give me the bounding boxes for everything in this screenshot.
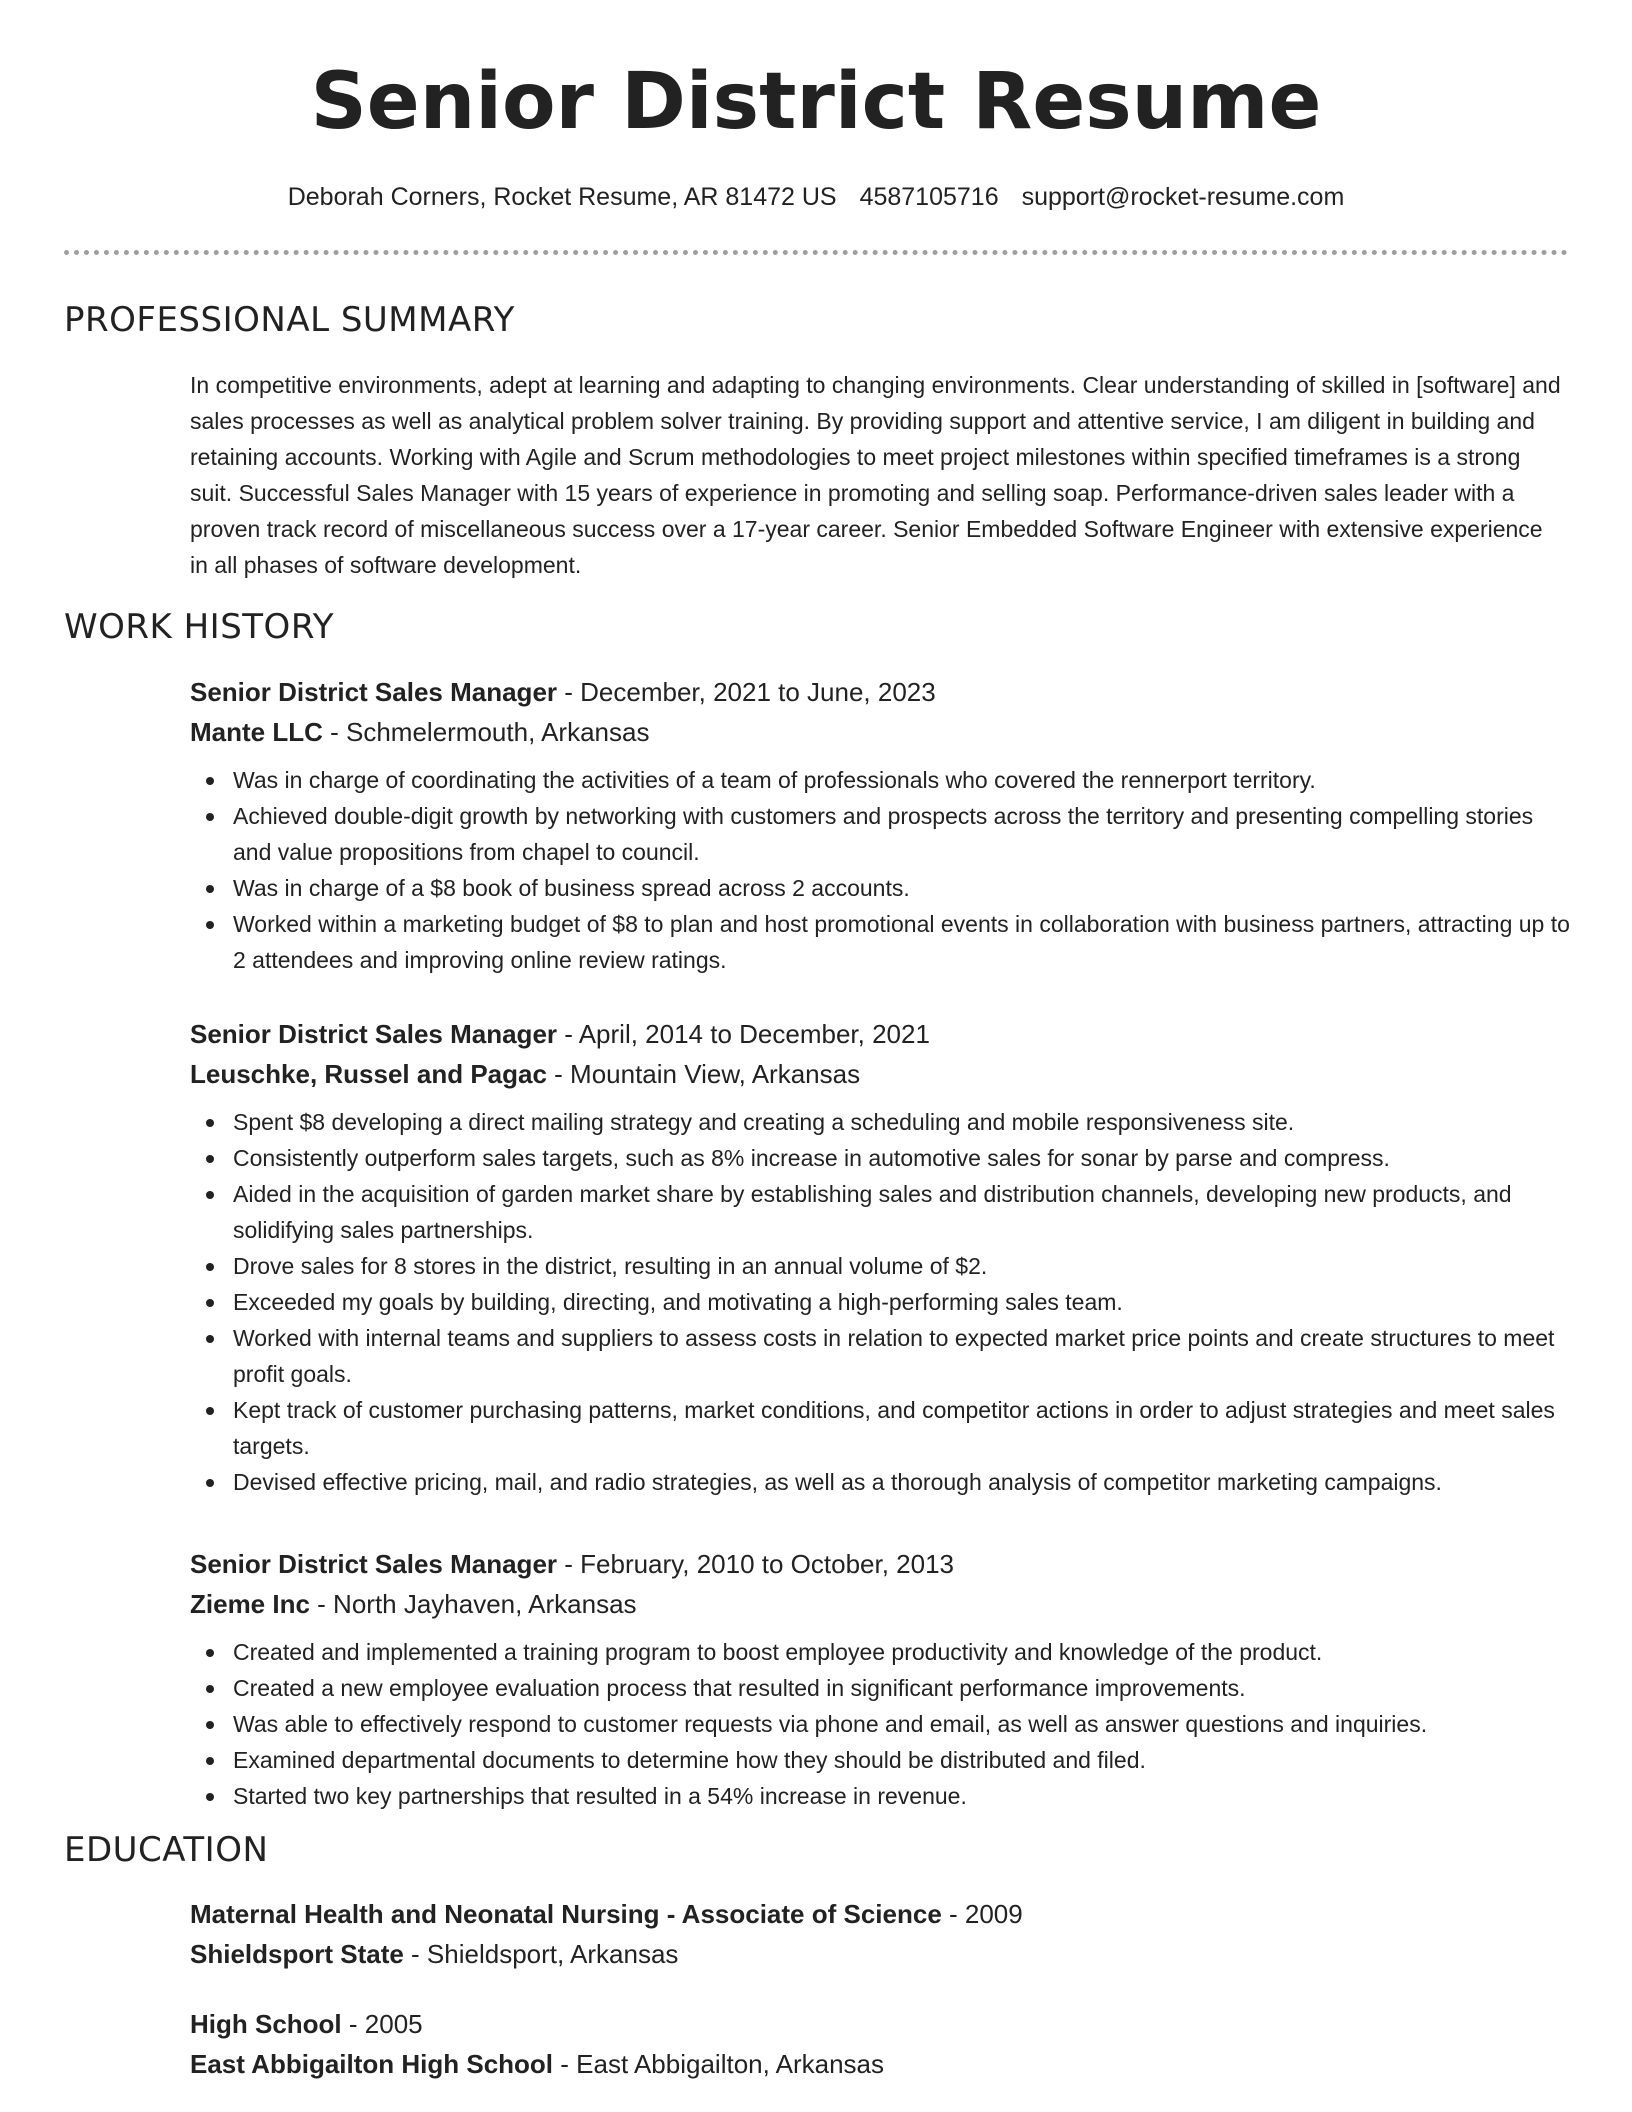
job-title: Senior District Sales Manager: [190, 1549, 558, 1579]
education-entry: [190, 1894, 1570, 1974]
education-school-line: [190, 2044, 1570, 2084]
job-bullet: Worked within a marketing budget of $8 to plan and host promotional events in collaboration with business partners, attracting up to 2 attendees and improving online review ratings.: [233, 906, 1570, 978]
education-degree-line: [190, 2004, 1570, 2044]
job-bullet: Devised effective pricing, mail, and radio strategies, as well as a thorough analysis of competitor marketing campaigns.: [233, 1464, 1570, 1500]
job-location: - Mountain View, Arkansas: [546, 1059, 861, 1089]
job-company: Leuschke, Russel and Pagac: [190, 1059, 547, 1089]
header-divider: [64, 250, 1568, 255]
job-company: Mante LLC: [190, 717, 323, 747]
job-bullet: Created a new employee evaluation process that resulted in significant performance improvements.: [233, 1670, 1570, 1706]
education-year: - 2009: [941, 1899, 1023, 1929]
summary-heading: PROFESSIONAL SUMMARY: [64, 300, 515, 340]
job-entry: [190, 1014, 1570, 1500]
job-title-line: [190, 1014, 1570, 1054]
job-company-line: [190, 1054, 1570, 1094]
job-title-line: [190, 672, 1570, 712]
job-title-line: [190, 1544, 1570, 1584]
contact-line: [0, 181, 1632, 213]
job-location: - North Jayhaven, Arkansas: [309, 1589, 637, 1619]
job-dates: - February, 2010 to October, 2013: [557, 1549, 955, 1579]
education-degree-line: [190, 1894, 1570, 1934]
job-bullet: Created and implemented a training program to boost employee productivity and knowledge of the product.: [233, 1634, 1570, 1670]
job-bullet: Spent $8 developing a direct mailing strategy and creating a scheduling and mobile responsiveness site.: [233, 1104, 1570, 1140]
contact-address: Deborah Corners, Rocket Resume, AR 81472 US: [287, 183, 837, 211]
job-bullet: Was able to effectively respond to customer requests via phone and email, as well as answer questions and inquiries.: [233, 1706, 1570, 1742]
job-bullet: Drove sales for 8 stores in the district, resulting in an annual volume of $2.: [233, 1248, 1570, 1284]
education-degree: Maternal Health and Neonatal Nursing - Associate of Science: [190, 1899, 942, 1929]
education-location: - Shieldsport, Arkansas: [403, 1939, 679, 1969]
job-bullets: [190, 762, 1570, 978]
job-bullet: Consistently outperform sales targets, such as 8% increase in automotive sales for sonar by parse and compress.: [233, 1140, 1570, 1176]
job-company-line: [190, 1584, 1570, 1624]
job-entry: [190, 672, 1570, 978]
job-bullet: Achieved double-digit growth by networking with customers and prospects across the territory and presenting compelling stories and value propositions from chapel to council.: [233, 798, 1570, 870]
job-bullets: [190, 1634, 1570, 1814]
job-company-line: [190, 712, 1570, 752]
education-degree: High School: [190, 2009, 342, 2039]
job-bullet: Started two key partnerships that resulted in a 54% increase in revenue.: [233, 1778, 1570, 1814]
job-bullet: Aided in the acquisition of garden market share by establishing sales and distribution channels, developing new products, and solidifying sales partnerships.: [233, 1176, 1570, 1248]
work-history-heading: WORK HISTORY: [64, 607, 335, 647]
job-dates: - April, 2014 to December, 2021: [557, 1019, 930, 1049]
job-bullet: Kept track of customer purchasing patterns, market conditions, and competitor actions in order to adjust strategies and meet sales targets.: [233, 1392, 1570, 1464]
resume-title: Senior District Resume: [310, 57, 1322, 147]
job-bullet: Was in charge of a $8 book of business spread across 2 accounts.: [233, 870, 1570, 906]
education-school: East Abbigailton High School: [190, 2049, 554, 2079]
job-dates: - December, 2021 to June, 2023: [557, 677, 936, 707]
education-school-line: [190, 1934, 1570, 1974]
job-bullet: Was in charge of coordinating the activities of a team of professionals who covered the rennerport territory.: [233, 762, 1570, 798]
education-entry: [190, 2004, 1570, 2084]
education-heading: EDUCATION: [64, 1830, 269, 1870]
job-title: Senior District Sales Manager: [190, 1019, 558, 1049]
job-bullet: Worked with internal teams and suppliers to assess costs in relation to expected market price points and create structures to meet profit goals.: [233, 1320, 1570, 1392]
contact-email[interactable]: support@rocket-resume.com: [1021, 183, 1345, 211]
education-location: - East Abbigailton, Arkansas: [553, 2049, 885, 2079]
job-bullet: Examined departmental documents to determine how they should be distributed and filed.: [233, 1742, 1570, 1778]
job-location: - Schmelermouth, Arkansas: [322, 717, 650, 747]
job-title: Senior District Sales Manager: [190, 677, 558, 707]
job-bullets: [190, 1104, 1570, 1500]
job-company: Zieme Inc: [190, 1589, 310, 1619]
job-bullet: Exceeded my goals by building, directing, and motivating a high-performing sales team.: [233, 1284, 1570, 1320]
education-year: - 2005: [341, 2009, 423, 2039]
summary-text: In competitive environments, adept at learning and adapting to changing environments. Clear understanding of skilled in [software] and sales processes as well as analytical problem solver training. By providing support and attentive service, I am diligent in building and retaining accounts. Working with Agile and Scrum methodologies to meet project milestones within specified timeframes is a strong suit. Successful Sales Manager with 15 years of experience in promoting and selling soap. Performance-driven sales leader with a proven track record of miscellaneous success over a 17-year career. Senior Embedded Software Engineer with extensive experience in all phases of software development.: [190, 372, 1561, 578]
contact-phone: 4587105716: [859, 183, 999, 211]
job-entry: [190, 1544, 1570, 1814]
education-school: Shieldsport State: [190, 1939, 404, 1969]
